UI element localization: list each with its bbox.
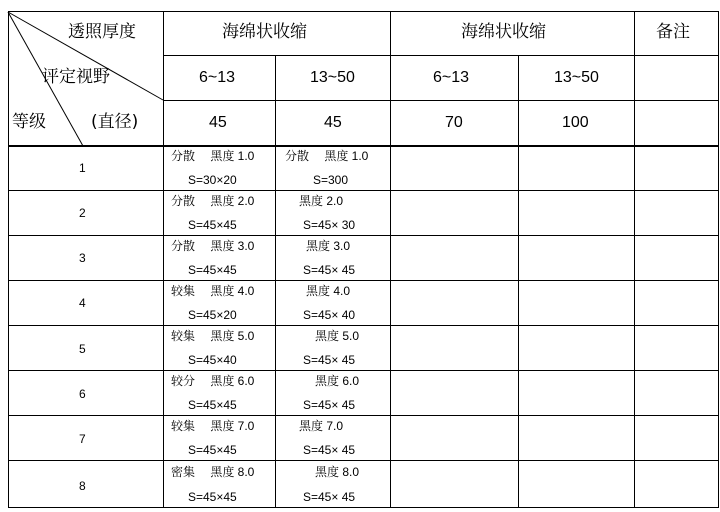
diameter-value: 70	[445, 114, 463, 131]
corner-grade-label: 等级	[12, 112, 46, 132]
group-header-1: 海绵状收缩	[222, 22, 307, 42]
diameter-value: 45	[324, 114, 342, 131]
corner-field-label: 评定视野	[42, 67, 110, 87]
table-border-left	[8, 11, 9, 508]
cell-area: S=45×45	[188, 398, 237, 412]
cell-area: S=45× 45	[303, 353, 356, 367]
cell-area: S=45×45	[188, 218, 237, 232]
cell-area: S=45× 30	[303, 218, 356, 232]
cell-density: 分散 黑度 1.0	[171, 149, 255, 163]
cell-area: S=300	[313, 173, 349, 187]
col-divider	[275, 55, 276, 508]
range-label: 6~13	[433, 69, 470, 86]
corner-diameter-label: (直径)	[91, 112, 139, 132]
cell-area: S=45× 45	[303, 398, 356, 412]
table-border-bottom	[8, 507, 718, 508]
cell-density: 黑度 7.0	[299, 419, 344, 433]
row-divider	[8, 280, 718, 281]
cell-area: S=45× 40	[303, 308, 356, 322]
grade-number: 8	[79, 479, 86, 493]
cell-density: 黑度 4.0	[306, 284, 351, 298]
cell-area: S=45×20	[188, 308, 237, 322]
diameter-value: 100	[562, 114, 589, 131]
cell-density: 较集 黑度 7.0	[171, 419, 255, 433]
cell-area: S=45×45	[188, 263, 237, 277]
cell-density: 分散 黑度 1.0	[285, 149, 369, 163]
grade-number: 7	[79, 432, 86, 446]
grade-number: 2	[79, 206, 86, 220]
cell-density: 较集 黑度 5.0	[171, 329, 255, 343]
cell-area: S=45×45	[188, 443, 237, 457]
cell-density: 黑度 2.0	[299, 194, 344, 208]
group-header-2: 海绵状收缩	[461, 22, 546, 42]
range-label: 6~13	[199, 69, 236, 86]
row-divider	[8, 325, 718, 326]
cell-density: 较集 黑度 4.0	[171, 284, 255, 298]
cell-area: S=45×45	[188, 490, 237, 504]
cell-area: S=45× 45	[303, 490, 356, 504]
grade-number: 1	[79, 161, 86, 175]
cell-density: 分散 黑度 2.0	[171, 194, 255, 208]
row-divider	[8, 235, 718, 236]
cell-density: 黑度 5.0	[315, 329, 360, 343]
row-divider	[8, 460, 718, 461]
range-label: 13~50	[554, 69, 599, 86]
grade-number: 6	[79, 387, 86, 401]
table-border-top	[8, 11, 718, 12]
cell-density: 黑度 3.0	[306, 239, 351, 253]
header-bottom	[8, 145, 718, 147]
cell-density: 分散 黑度 3.0	[171, 239, 255, 253]
col-divider	[163, 11, 164, 508]
cell-area: S=45× 45	[303, 443, 356, 457]
diameter-value: 45	[209, 114, 227, 131]
row-divider	[8, 415, 718, 416]
grade-number: 3	[79, 251, 86, 265]
cell-density: 黑度 6.0	[315, 374, 360, 388]
cell-area: S=30×20	[188, 173, 237, 187]
grade-number: 5	[79, 342, 86, 356]
grade-number: 4	[79, 296, 86, 310]
corner-thickness-label: 透照厚度	[68, 22, 136, 42]
col-divider	[634, 11, 635, 508]
row-divider	[8, 370, 718, 371]
col-divider	[390, 11, 391, 508]
table-border-right	[718, 11, 719, 508]
cell-density: 较分 黑度 6.0	[171, 374, 255, 388]
remark-header: 备注	[656, 22, 690, 42]
cell-density: 密集 黑度 8.0	[171, 465, 255, 479]
cell-density: 黑度 8.0	[315, 465, 360, 479]
row-divider	[8, 190, 718, 191]
cell-area: S=45× 45	[303, 263, 356, 277]
cell-area: S=45×40	[188, 353, 237, 367]
range-label: 13~50	[310, 69, 355, 86]
col-divider	[518, 55, 519, 508]
